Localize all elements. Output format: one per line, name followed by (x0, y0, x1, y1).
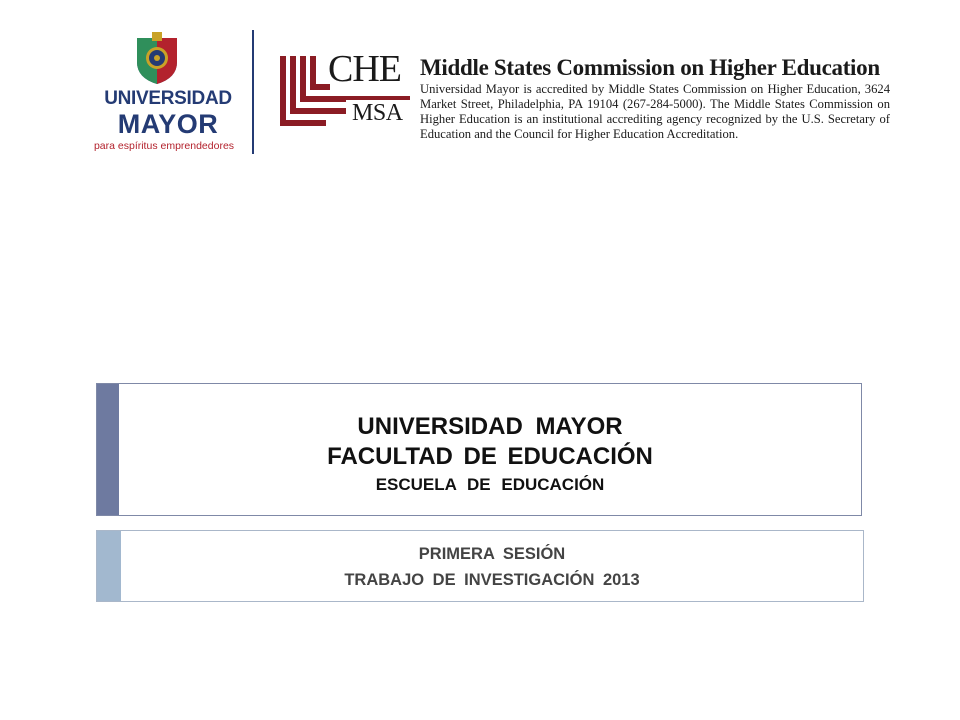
title-accent-bar (97, 384, 119, 515)
logo-name-line2: MAYOR (117, 109, 219, 139)
logo-name-line1: UNIVERSIDAD (104, 88, 232, 109)
msche-msa: MSA (352, 100, 403, 126)
title-faculty: FACULTAD DE EDUCACIÓN (327, 443, 653, 470)
title-text (119, 412, 861, 498)
msche-title: Middle States Commission on Higher Education (420, 55, 880, 80)
title-university: UNIVERSIDAD MAYOR (357, 413, 623, 440)
msche-accreditation-text: Universidad Mayor is accredited by Middle States Commission on Higher Education, 3624 Market Street, Philadelphia, PA 19104 (267-284-5000). The Middle States Commission on Higher Education is an institutional accrediting agency recognized by the U.S. Secretary of Education and the Council for Higher Education Accreditation. (420, 82, 890, 141)
logo-divider (252, 30, 254, 154)
crest-icon (135, 32, 179, 86)
subtitle-research: TRABAJO DE INVESTIGACIÓN 2013 (344, 571, 640, 589)
subtitle-box (96, 530, 864, 602)
msche-che: CHE (328, 48, 401, 90)
subtitle-text (121, 541, 863, 593)
title-school: ESCUELA DE EDUCACIÓN (375, 475, 605, 494)
title-box (96, 383, 862, 516)
subtitle-accent-bar (97, 531, 121, 601)
universidad-mayor-logo (84, 28, 244, 158)
subtitle-session: PRIMERA SESIÓN (418, 545, 566, 563)
logo-tagline: para espíritus emprendedores (93, 140, 235, 152)
